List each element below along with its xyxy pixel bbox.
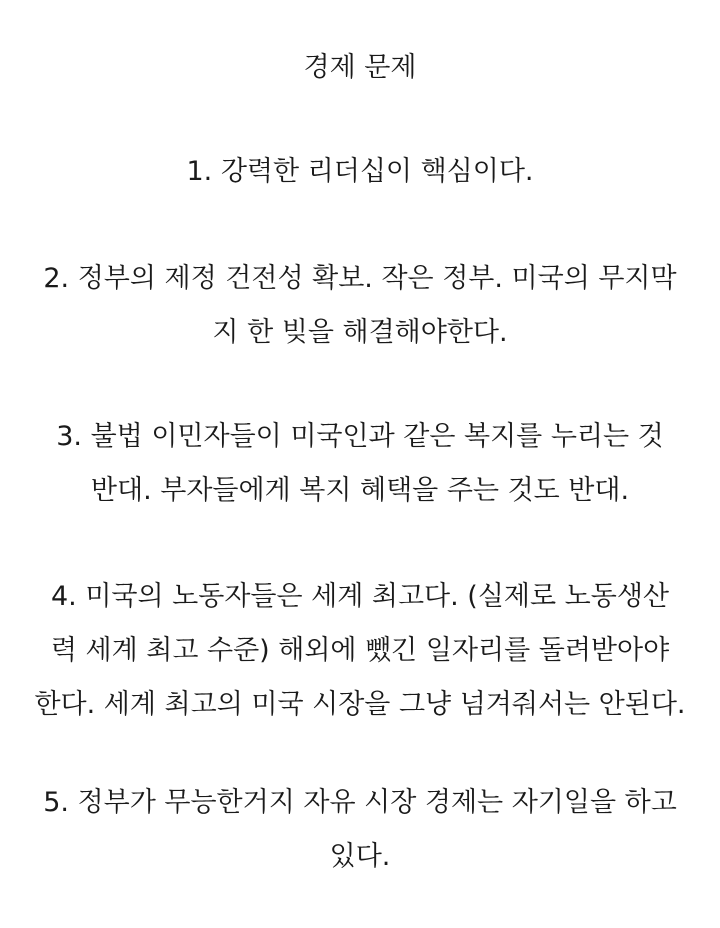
list-item-5	[30, 776, 690, 884]
list-item-2-line-1: 2. 정부의 제정 건전성 확보. 작은 정부. 미국의 무지막	[43, 263, 677, 294]
list-item-2	[30, 252, 690, 360]
list-item-1	[30, 145, 690, 199]
document-title: 경제 문제	[303, 52, 417, 83]
list-item-3	[30, 410, 690, 518]
list-item-3-line-2: 반대. 부자들에게 복지 혜택을 주는 것도 반대.	[90, 475, 630, 506]
list-item-5-line-2: 있다.	[329, 841, 391, 872]
list-item-5-line-1: 5. 정부가 무능한거지 자유 시장 경제는 자기일을 하고	[43, 787, 677, 818]
list-item-2-line-2: 지 한 빚을 해결해야한다.	[212, 317, 508, 348]
list-item-4-line-1: 4. 미국의 노동자들은 세계 최고다. (실제로 노동생산	[50, 581, 669, 612]
list-item-4-line-3: 한다. 세계 최고의 미국 시장을 그냥 넘겨줘서는 안된다.	[34, 689, 686, 720]
list-item-3-line-1: 3. 불법 이민자들이 미국인과 같은 복지를 누리는 것	[56, 421, 664, 452]
list-item-1-line-1: 1. 강력한 리더십이 핵심이다.	[186, 156, 534, 187]
list-item-4-line-2: 력 세계 최고 수준) 해외에 뺐긴 일자리를 돌려받아야	[50, 635, 670, 666]
list-item-4	[30, 570, 690, 732]
